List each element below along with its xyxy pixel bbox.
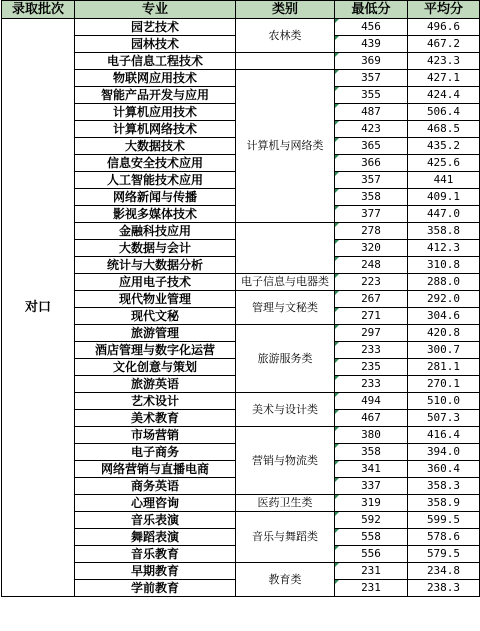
min-score-cell: 320 — [335, 240, 408, 257]
avg-score-cell: 238.3 — [408, 580, 480, 597]
avg-score-cell: 288.0 — [408, 274, 480, 291]
major-cell: 心理咨询 — [75, 495, 236, 512]
min-score-cell: 267 — [335, 291, 408, 308]
min-score-cell: 231 — [335, 563, 408, 580]
header-min-score: 最低分 — [335, 1, 408, 19]
category-cell: 管理与文秘类 — [236, 291, 335, 325]
major-cell: 大数据与会计 — [75, 240, 236, 257]
avg-score-cell: 425.6 — [408, 155, 480, 172]
avg-score-cell: 300.7 — [408, 342, 480, 359]
avg-score-cell: 496.6 — [408, 19, 480, 36]
min-score-cell: 235 — [335, 359, 408, 376]
header-row — [2, 1, 480, 19]
min-score-cell: 358 — [335, 189, 408, 206]
major-cell: 影视多媒体技术 — [75, 206, 236, 223]
avg-score-cell: 435.2 — [408, 138, 480, 155]
min-score-cell: 558 — [335, 529, 408, 546]
min-score-cell: 377 — [335, 206, 408, 223]
avg-score-cell: 310.8 — [408, 257, 480, 274]
major-cell: 应用电子技术 — [75, 274, 236, 291]
avg-score-cell: 423.3 — [408, 53, 480, 70]
major-cell: 艺术设计 — [75, 393, 236, 410]
avg-score-cell: 360.4 — [408, 461, 480, 478]
admission-score-table — [1, 0, 480, 597]
category-cell: 电子信息与电器类 — [236, 274, 335, 291]
avg-score-cell: 599.5 — [408, 512, 480, 529]
category-cell: 旅游服务类 — [236, 325, 335, 393]
min-score-cell: 355 — [335, 87, 408, 104]
min-score-cell: 456 — [335, 19, 408, 36]
major-cell: 文化创意与策划 — [75, 359, 236, 376]
min-score-cell: 337 — [335, 478, 408, 495]
major-cell: 商务英语 — [75, 478, 236, 495]
avg-score-cell: 420.8 — [408, 325, 480, 342]
major-cell: 园艺技术 — [75, 19, 236, 36]
major-cell: 现代文秘 — [75, 308, 236, 325]
avg-score-cell: 578.6 — [408, 529, 480, 546]
min-score-cell: 319 — [335, 495, 408, 512]
avg-score-cell: 304.6 — [408, 308, 480, 325]
min-score-cell: 358 — [335, 444, 408, 461]
major-cell: 旅游英语 — [75, 376, 236, 393]
avg-score-cell: 427.1 — [408, 70, 480, 87]
category-cell: 美术与设计类 — [236, 393, 335, 427]
avg-score-cell: 424.4 — [408, 87, 480, 104]
min-score-cell: 341 — [335, 461, 408, 478]
header-avg-score: 平均分 — [408, 1, 480, 19]
major-cell: 金融科技应用 — [75, 223, 236, 240]
table-row — [2, 19, 480, 36]
major-cell: 酒店管理与数字化运营 — [75, 342, 236, 359]
major-cell: 园林技术 — [75, 36, 236, 53]
major-cell: 电子商务 — [75, 444, 236, 461]
avg-score-cell: 441 — [408, 172, 480, 189]
major-cell: 物联网应用技术 — [75, 70, 236, 87]
avg-score-cell: 510.0 — [408, 393, 480, 410]
min-score-cell: 233 — [335, 376, 408, 393]
major-cell: 计算机网络技术 — [75, 121, 236, 138]
min-score-cell: 423 — [335, 121, 408, 138]
avg-score-cell: 506.4 — [408, 104, 480, 121]
avg-score-cell: 358.8 — [408, 223, 480, 240]
table-body — [2, 19, 480, 597]
avg-score-cell: 358.9 — [408, 495, 480, 512]
major-cell: 网络营销与直播电商 — [75, 461, 236, 478]
avg-score-cell: 412.3 — [408, 240, 480, 257]
avg-score-cell: 579.5 — [408, 546, 480, 563]
min-score-cell: 271 — [335, 308, 408, 325]
min-score-cell: 233 — [335, 342, 408, 359]
min-score-cell: 366 — [335, 155, 408, 172]
category-cell — [236, 53, 335, 70]
avg-score-cell: 292.0 — [408, 291, 480, 308]
major-cell: 早期教育 — [75, 563, 236, 580]
major-cell: 信息安全技术应用 — [75, 155, 236, 172]
avg-score-cell: 467.2 — [408, 36, 480, 53]
avg-score-cell: 394.0 — [408, 444, 480, 461]
category-cell: 医药卫生类 — [236, 495, 335, 512]
min-score-cell: 248 — [335, 257, 408, 274]
major-cell: 大数据技术 — [75, 138, 236, 155]
min-score-cell: 439 — [335, 36, 408, 53]
min-score-cell: 556 — [335, 546, 408, 563]
header-category: 类别 — [236, 1, 335, 19]
min-score-cell: 369 — [335, 53, 408, 70]
major-cell: 学前教育 — [75, 580, 236, 597]
category-cell: 农林类 — [236, 19, 335, 53]
category-cell: 教育类 — [236, 563, 335, 597]
major-cell: 音乐表演 — [75, 512, 236, 529]
major-cell: 统计与大数据分析 — [75, 257, 236, 274]
min-score-cell: 487 — [335, 104, 408, 121]
major-cell: 电子信息工程技术 — [75, 53, 236, 70]
major-cell: 现代物业管理 — [75, 291, 236, 308]
min-score-cell: 223 — [335, 274, 408, 291]
avg-score-cell: 270.1 — [408, 376, 480, 393]
min-score-cell: 592 — [335, 512, 408, 529]
min-score-cell: 278 — [335, 223, 408, 240]
min-score-cell: 231 — [335, 580, 408, 597]
avg-score-cell: 409.1 — [408, 189, 480, 206]
major-cell: 音乐教育 — [75, 546, 236, 563]
category-cell: 音乐与舞蹈类 — [236, 512, 335, 563]
category-cell: 计算机与网络类 — [236, 70, 335, 223]
min-score-cell: 494 — [335, 393, 408, 410]
min-score-cell: 357 — [335, 70, 408, 87]
avg-score-cell: 281.1 — [408, 359, 480, 376]
major-cell: 舞蹈表演 — [75, 529, 236, 546]
min-score-cell: 365 — [335, 138, 408, 155]
min-score-cell: 357 — [335, 172, 408, 189]
avg-score-cell: 234.8 — [408, 563, 480, 580]
min-score-cell: 380 — [335, 427, 408, 444]
category-cell: 营销与物流类 — [236, 427, 335, 495]
header-batch: 录取批次 — [2, 1, 75, 19]
batch-cell: 对口 — [2, 19, 75, 597]
major-cell: 旅游管理 — [75, 325, 236, 342]
avg-score-cell: 416.4 — [408, 427, 480, 444]
header-major: 专业 — [75, 1, 236, 19]
min-score-cell: 297 — [335, 325, 408, 342]
major-cell: 市场营销 — [75, 427, 236, 444]
major-cell: 计算机应用技术 — [75, 104, 236, 121]
avg-score-cell: 507.3 — [408, 410, 480, 427]
major-cell: 智能产品开发与应用 — [75, 87, 236, 104]
major-cell: 网络新闻与传播 — [75, 189, 236, 206]
major-cell: 美术教育 — [75, 410, 236, 427]
min-score-cell: 467 — [335, 410, 408, 427]
avg-score-cell: 447.0 — [408, 206, 480, 223]
major-cell: 人工智能技术应用 — [75, 172, 236, 189]
avg-score-cell: 358.3 — [408, 478, 480, 495]
category-cell — [236, 223, 335, 274]
avg-score-cell: 468.5 — [408, 121, 480, 138]
